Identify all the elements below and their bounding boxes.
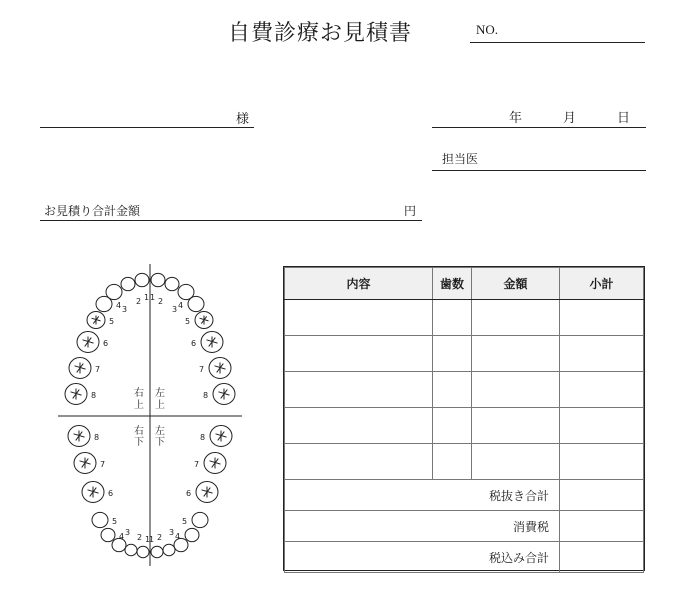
tooth-number-upper-left-2: 2 — [158, 297, 164, 306]
doctor-line[interactable] — [432, 170, 646, 171]
tax-label: 消費税 — [285, 511, 560, 542]
quadrant-lower-left-1: 左 — [155, 426, 165, 437]
tooth-upper-right-1 — [135, 273, 149, 286]
quadrant-upper-right-2: 上 — [134, 400, 144, 411]
tooth-upper-left-7-fissure — [215, 363, 226, 374]
quadrant-upper-left-2: 上 — [155, 400, 165, 411]
header-content: 内容 — [285, 268, 433, 300]
tooth-number-lower-right-1: 1 — [149, 535, 155, 544]
tax-row — [285, 511, 644, 542]
tooth-lower-left-2 — [163, 544, 175, 555]
tooth-number-lower-right-2: 2 — [137, 533, 143, 542]
quadrant-lower-right-2: 下 — [134, 437, 144, 448]
tooth-lower-left-5 — [192, 512, 208, 527]
tooth-upper-right-8-fissure — [71, 389, 82, 400]
tooth-lower-right-6-fissure — [88, 487, 99, 498]
total-estimate-line[interactable] — [40, 220, 422, 221]
tooth-upper-right-5-fissure — [92, 316, 101, 325]
total-estimate-label: お見積り合計金額 — [44, 204, 141, 218]
tooth-lower-right-2 — [125, 544, 137, 555]
tax-value[interactable] — [560, 511, 644, 542]
dental-chart[interactable] — [50, 260, 250, 570]
tooth-number-upper-right-2: 2 — [136, 297, 142, 306]
tooth-number-lower-right-5: 5 — [112, 517, 118, 526]
header-subtotal: 小計 — [560, 268, 644, 300]
tooth-number-upper-right-6: 6 — [103, 339, 109, 348]
tooth-lower-right-4 — [101, 528, 115, 541]
table-row — [285, 444, 644, 480]
total-estimate-unit: 円 — [404, 204, 417, 218]
date-month-label: 月 — [563, 111, 577, 126]
tooth-number-lower-right-8: 8 — [94, 433, 100, 442]
tooth-number-upper-left-3: 3 — [172, 305, 178, 314]
estimate-number-line[interactable] — [470, 42, 645, 43]
tooth-number-upper-left-4: 4 — [178, 301, 184, 310]
subtotal-label: 税抜き合計 — [285, 480, 560, 511]
patient-name-line[interactable] — [40, 127, 254, 128]
tooth-upper-left-8-fissure — [219, 389, 230, 400]
tooth-number-lower-right-4: 4 — [119, 532, 125, 541]
quadrant-upper-left-1: 左 — [155, 388, 165, 399]
tooth-number-upper-right-7: 7 — [95, 365, 101, 374]
tooth-number-lower-left-4: 4 — [175, 532, 181, 541]
estimate-number-label: NO. — [476, 22, 499, 37]
tooth-number-upper-left-7: 7 — [199, 365, 205, 374]
tooth-lower-left-4 — [185, 528, 199, 541]
date-year-label: 年 — [509, 111, 523, 126]
tooth-number-upper-left-5: 5 — [185, 317, 191, 326]
tooth-number-lower-right-7: 7 — [100, 460, 106, 469]
date-line[interactable] — [432, 127, 646, 128]
grand-total-value[interactable] — [560, 542, 644, 573]
table-row — [285, 372, 644, 408]
tooth-upper-right-4 — [96, 296, 112, 311]
tooth-number-lower-left-5: 5 — [182, 517, 188, 526]
tooth-lower-left-6-fissure — [202, 487, 213, 498]
tooth-number-upper-right-8: 8 — [91, 391, 97, 400]
subtotal-row — [285, 480, 644, 511]
tooth-number-upper-right-5: 5 — [109, 317, 115, 326]
subtotal-value[interactable] — [560, 480, 644, 511]
tooth-lower-left-7-fissure — [210, 458, 221, 469]
tooth-upper-left-2 — [165, 277, 179, 290]
tooth-upper-right-6-fissure — [83, 337, 94, 348]
tooth-number-lower-left-8: 8 — [200, 433, 206, 442]
tooth-number-upper-right-1: 1 — [150, 293, 156, 302]
tooth-number-lower-right-3: 3 — [125, 528, 131, 537]
tooth-upper-left-1 — [151, 273, 165, 286]
tooth-upper-left-4 — [188, 296, 204, 311]
quadrant-upper-right-1: 右 — [134, 388, 144, 399]
tooth-number-lower-left-2: 2 — [157, 533, 163, 542]
tooth-number-lower-left-6: 6 — [186, 489, 192, 498]
quadrant-lower-left-2: 下 — [155, 437, 165, 448]
doctor-label: 担当医 — [442, 152, 479, 166]
grand-total-label: 税込み合計 — [285, 542, 560, 573]
tooth-lower-left-1 — [151, 546, 163, 557]
table-row — [285, 336, 644, 372]
page-title: 自費診療お見積書 — [228, 21, 413, 46]
tooth-number-upper-left-6: 6 — [191, 339, 197, 348]
grand-total-row — [285, 542, 644, 573]
table-row — [285, 408, 644, 444]
tooth-number-upper-right-3: 3 — [122, 305, 128, 314]
tooth-upper-right-7-fissure — [75, 363, 86, 374]
tooth-number-lower-left-7: 7 — [194, 460, 200, 469]
tooth-lower-right-8-fissure — [74, 431, 85, 442]
table-row — [285, 300, 644, 336]
patient-honorific: 様 — [236, 112, 250, 127]
date-day-label: 日 — [617, 111, 631, 126]
tooth-lower-right-5 — [92, 512, 108, 527]
estimate-table — [283, 266, 645, 571]
tooth-upper-left-5-fissure — [200, 316, 209, 325]
header-tooth-count: 歯数 — [433, 268, 472, 300]
tooth-lower-left-8-fissure — [216, 431, 227, 442]
tooth-lower-right-1 — [137, 546, 149, 557]
tooth-number-upper-left-8: 8 — [203, 391, 209, 400]
tooth-number-lower-left-1: 1 — [145, 535, 151, 544]
tooth-upper-right-2 — [121, 277, 135, 290]
tooth-number-lower-right-6: 6 — [108, 489, 114, 498]
header-amount: 金額 — [472, 268, 560, 300]
quadrant-lower-right-1: 右 — [134, 426, 144, 437]
tooth-number-upper-left-1: 1 — [144, 293, 150, 302]
tooth-upper-left-6-fissure — [207, 337, 218, 348]
tooth-number-lower-left-3: 3 — [169, 528, 175, 537]
tooth-lower-right-7-fissure — [80, 458, 91, 469]
tooth-number-upper-right-4: 4 — [116, 301, 122, 310]
